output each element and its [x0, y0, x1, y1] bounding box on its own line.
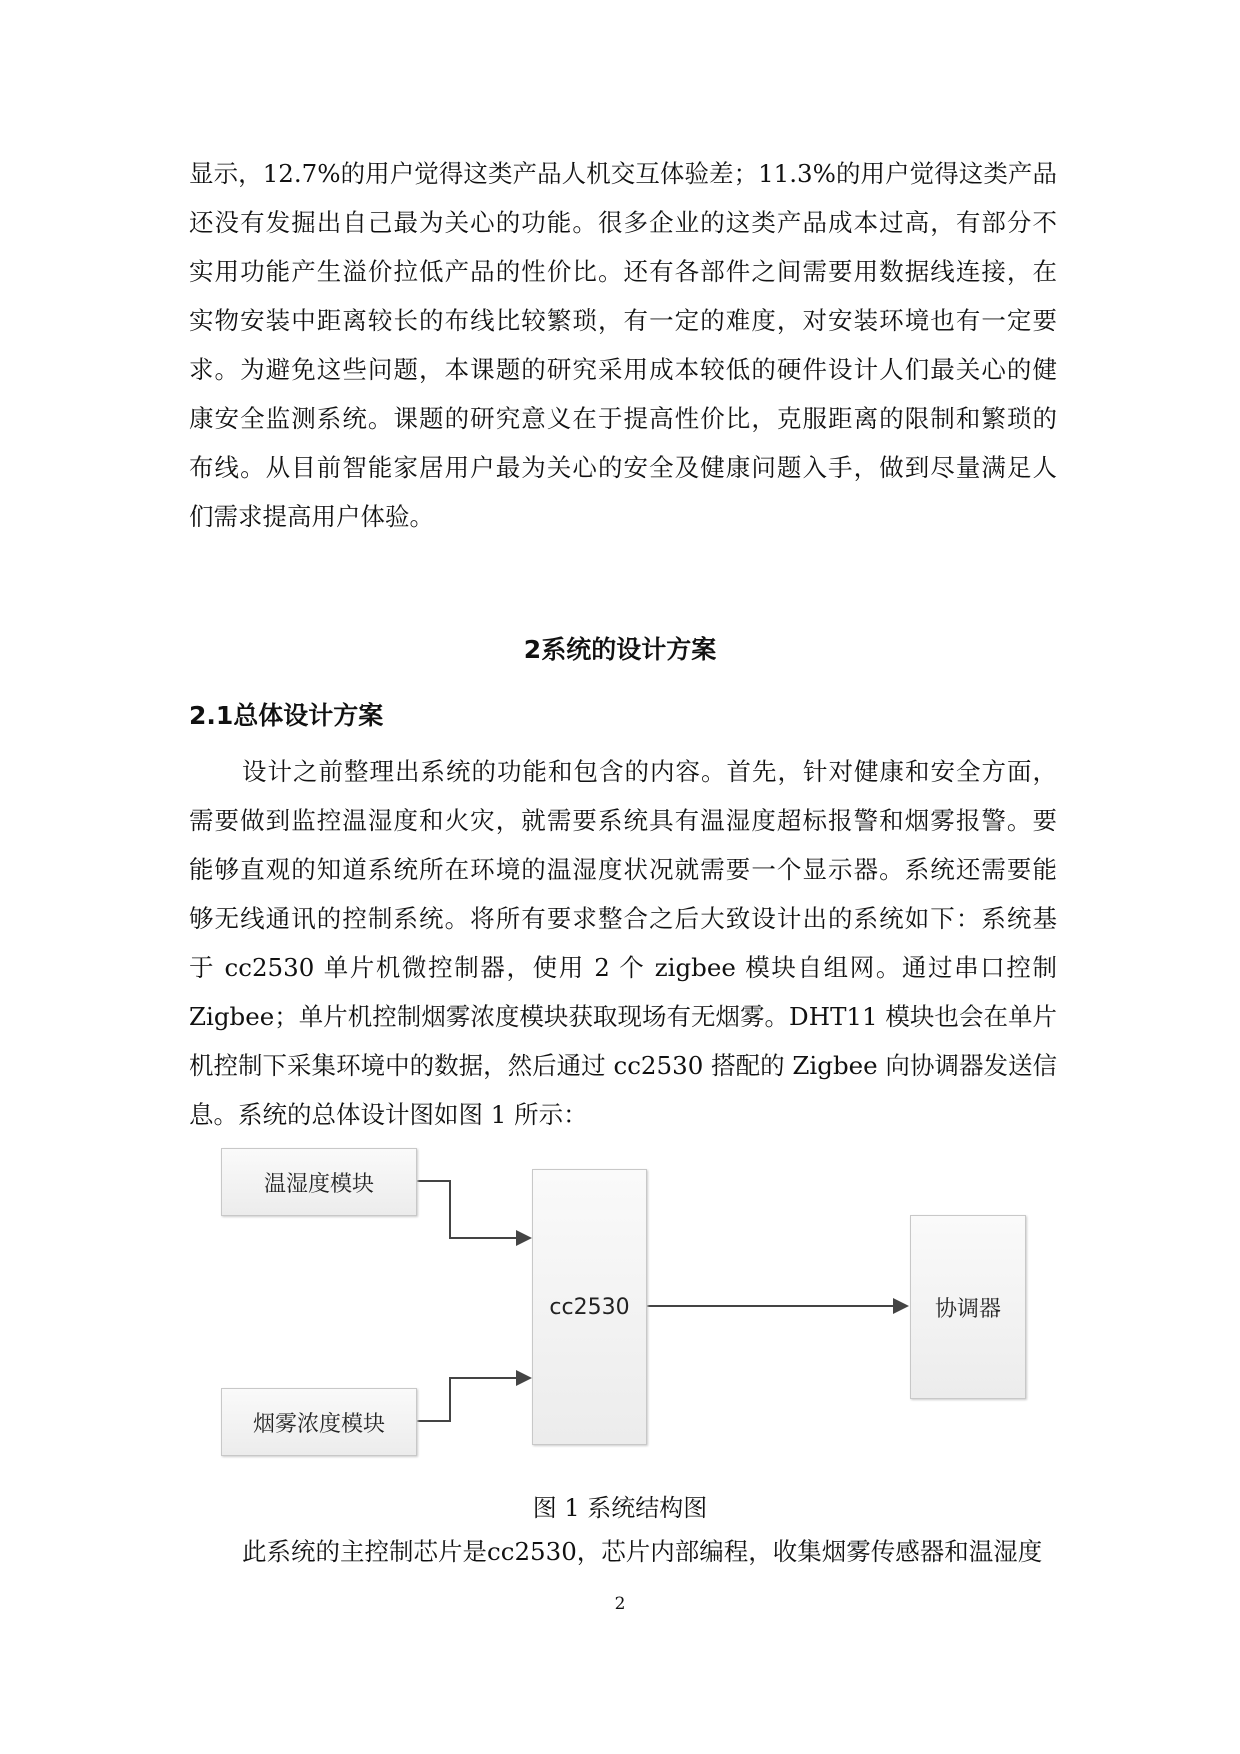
text-line: 于 cc2530 单片机微控制器，使用 2 个 zigbee 模块自组网。通过串口控制: [189, 953, 1057, 982]
arrow-smoke-to-mcu: [416, 1378, 530, 1421]
box-label: 协调器: [934, 1296, 1001, 1322]
subsection-heading: 2.1总体设计方案: [189, 701, 384, 730]
text-line: 息。系统的总体设计图如图 1 所示：: [189, 1100, 588, 1129]
text-line: 们需求提高用户体验。: [189, 502, 434, 531]
figure-caption: 图 1 系统结构图: [532, 1494, 708, 1522]
text-line: 还没有发掘出自己最为关心的功能。很多企业的这类产品成本过高，有部分不: [189, 208, 1057, 237]
text-line: 求。为避免这些问题，本课题的研究采用成本较低的硬件设计人们最关心的健: [189, 355, 1057, 384]
text-line: 能够直观的知道系统所在环境的温湿度状况就需要一个显示器。系统还需要能: [189, 855, 1057, 884]
temp-humidity-module-box: [221, 1148, 417, 1216]
arrow-temp-to-mcu: [416, 1181, 530, 1238]
text-line: 显示，12.7%的用户觉得这类产品人机交互体验差；11.3%的用户觉得这类产品: [189, 159, 1057, 188]
text-line: 实物安装中距离较长的布线比较繁琐，有一定的难度，对安装环境也有一定要: [189, 306, 1057, 335]
coordinator-box: [910, 1215, 1026, 1399]
text-line: 机控制下采集环境中的数据，然后通过 cc2530 搭配的 Zigbee 向协调器发送信: [189, 1051, 1057, 1080]
box-label: 烟雾浓度模块: [252, 1411, 385, 1437]
text-line: 够无线通讯的控制系统。将所有要求整合之后大致设计出的系统如下：系统基: [189, 904, 1057, 933]
mcu-box: [532, 1169, 647, 1445]
box-label: cc2530: [549, 1294, 630, 1320]
text-line: 布线。从目前智能家居用户最为关心的安全及健康问题入手，做到尽量满足人: [189, 453, 1057, 482]
text-line: 需要做到监控温湿度和火灾，就需要系统具有温湿度超标报警和烟雾报警。要: [189, 806, 1057, 835]
text-line: Zigbee；单片机控制烟雾浓度模块获取现场有无烟雾。DHT11 模块也会在单片: [189, 1002, 1057, 1031]
text-line: 此系统的主控制芯片是cc2530，芯片内部编程，收集烟雾传感器和温湿度: [242, 1537, 1043, 1566]
text-line: 康安全监测系统。课题的研究意义在于提高性价比，克服距离的限制和繁琐的: [189, 404, 1057, 433]
box-label: 温湿度模块: [263, 1171, 374, 1197]
smoke-module-box: [221, 1388, 417, 1456]
page-number: 2: [614, 1594, 626, 1614]
text-line: 实用功能产生溢价拉低产品的性价比。还有各部件之间需要用数据线连接，在: [189, 257, 1057, 286]
text-line: 设计之前整理出系统的功能和包含的内容。首先，针对健康和安全方面，: [242, 757, 1057, 786]
section-heading: 2系统的设计方案: [523, 635, 717, 664]
